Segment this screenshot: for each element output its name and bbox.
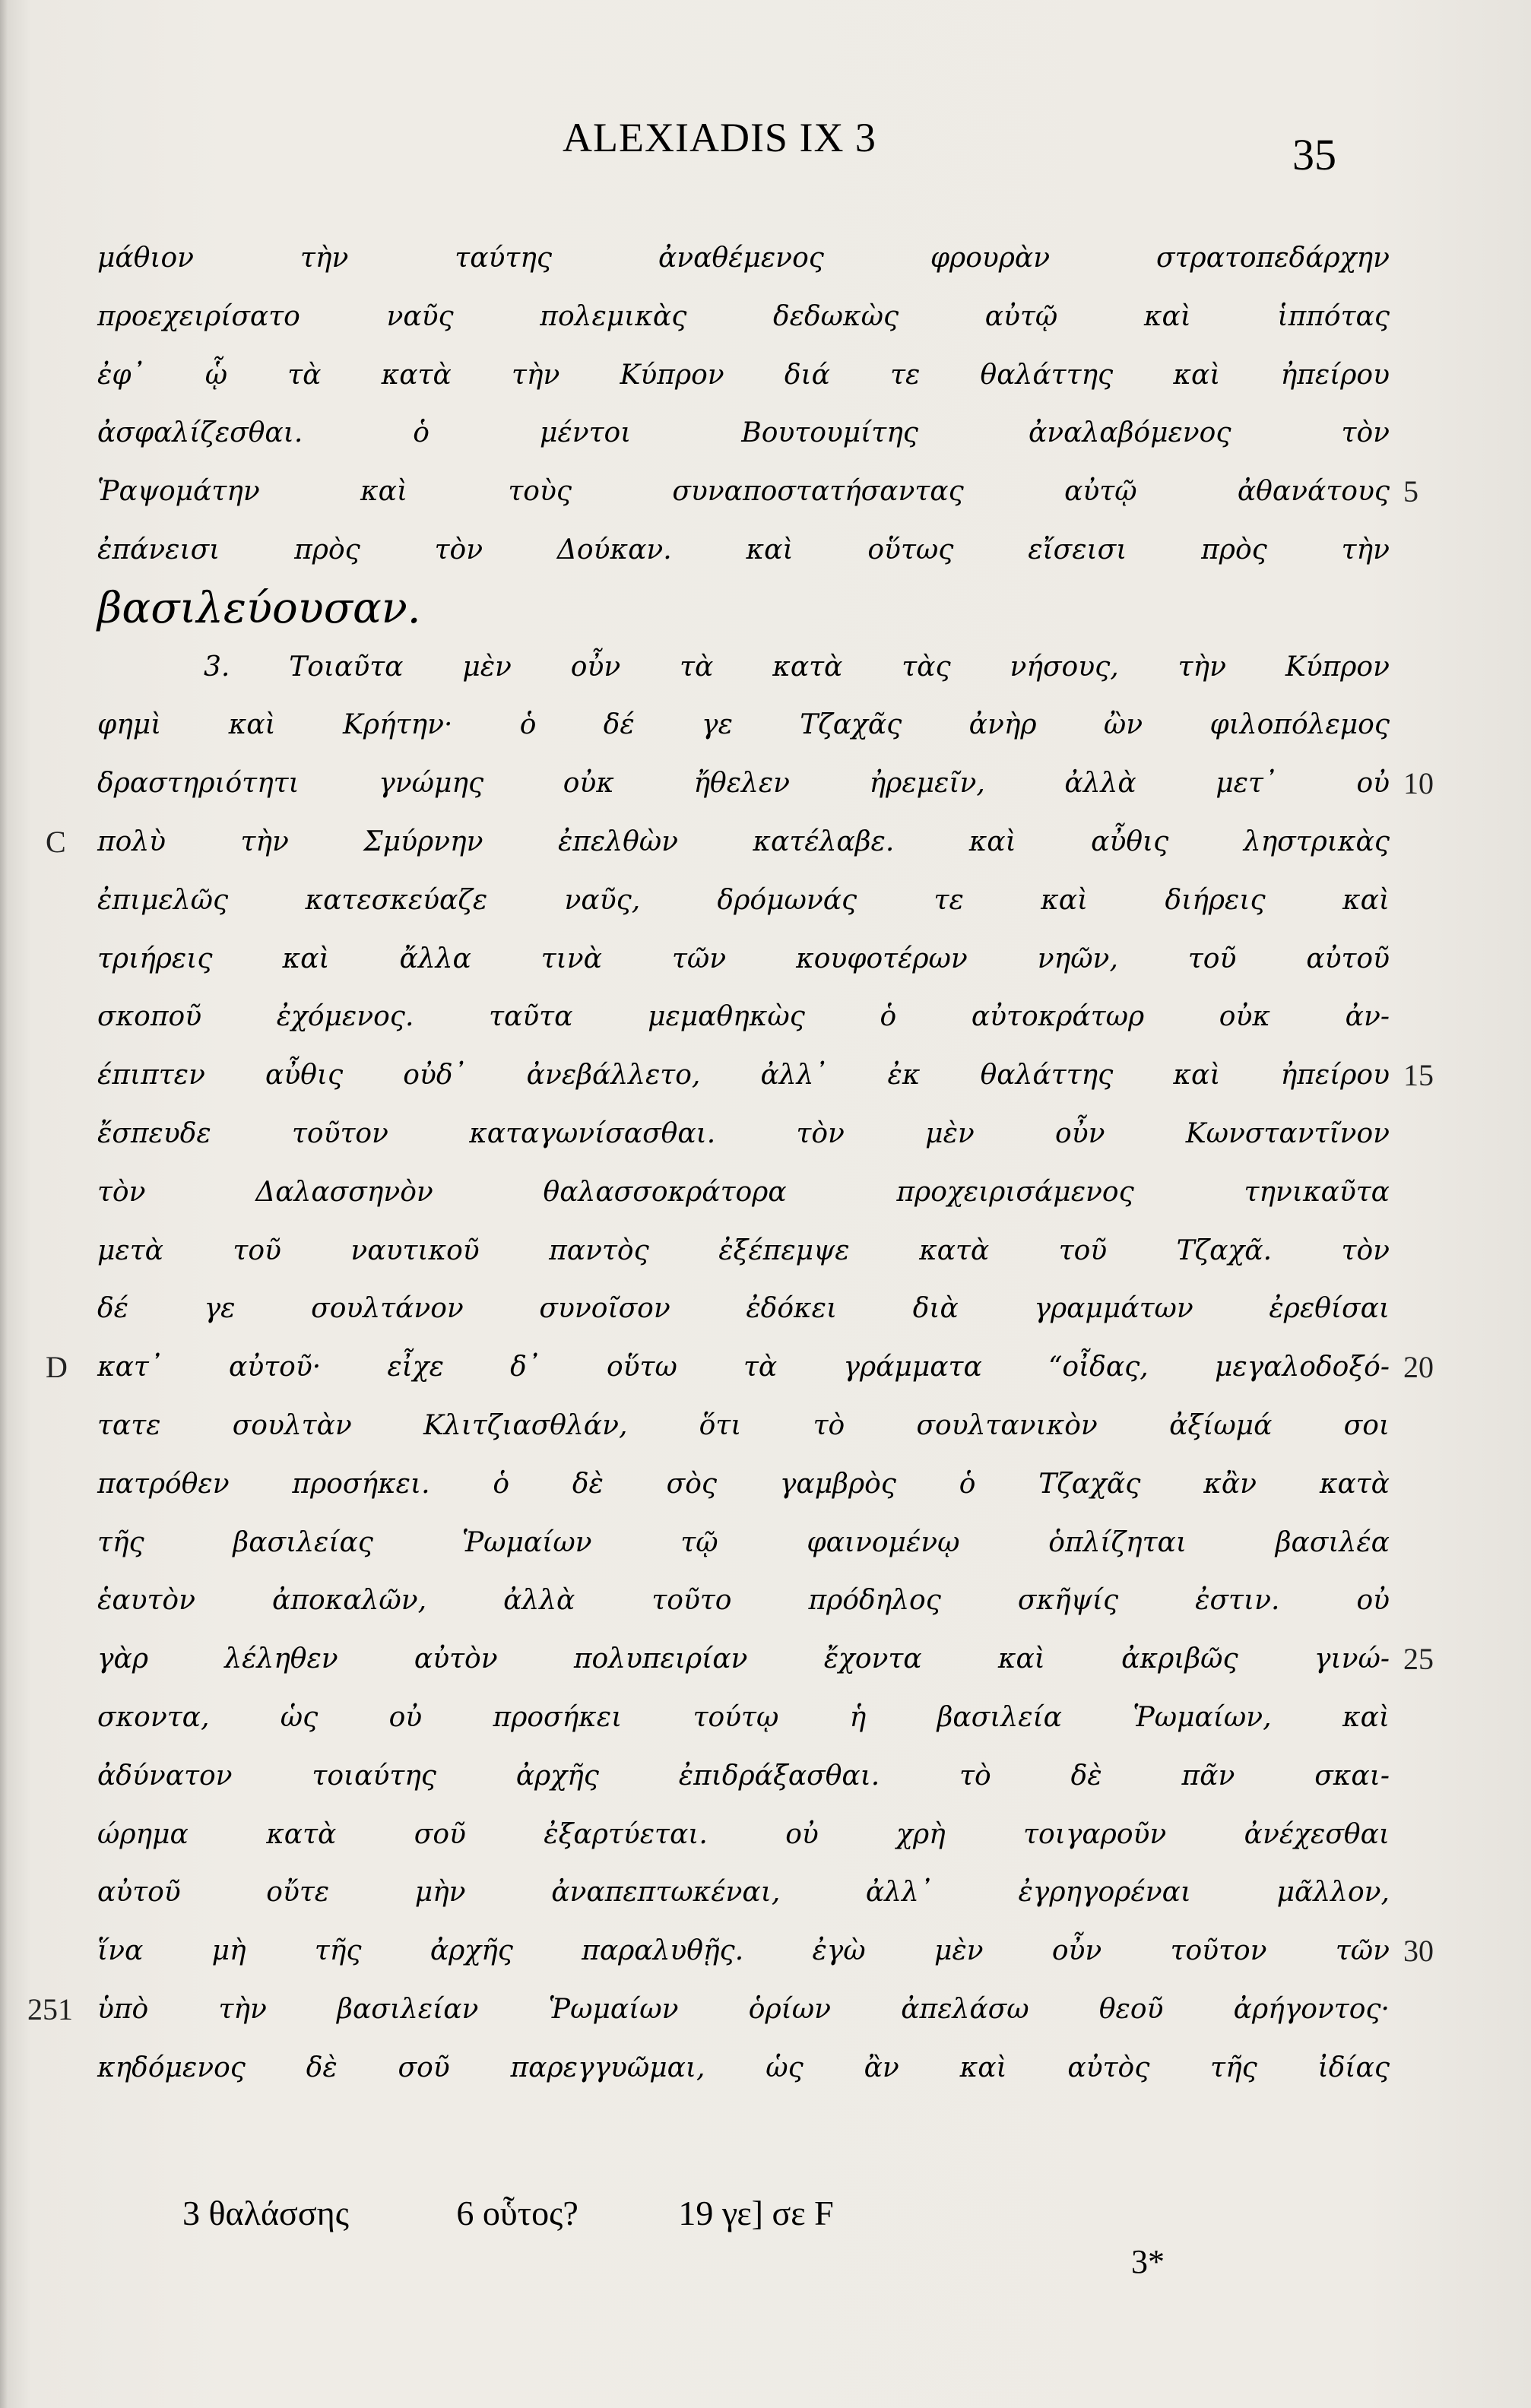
text-line: τριήρεις καὶ ἄλλα τινὰ τῶν κουφοτέρων νηῶν, τοῦ αὐτοῦ (97, 943, 1390, 974)
text-line: τὸν Δαλασσηνὸν θαλασσοκράτορα προχειρισάμενος τηνικαῦτα (97, 1176, 1390, 1208)
text-line: μετὰ τοῦ ναυτικοῦ παντὸς ἐξέπεμψε κατὰ τοῦ Τζαχᾶ. τὸν (97, 1234, 1390, 1266)
footnote: 3 θαλάσσης (182, 2194, 349, 2232)
text-line: 3. Τοιαῦτα μὲν οὖν τὰ κατὰ τὰς νήσους, τὴν Κύπρον (204, 651, 1390, 683)
text-line: ἑαυτὸν ἀποκαλῶν, ἀλλὰ τοῦτο πρόδηλος σκῆψίς ἐστιν. οὐ (97, 1585, 1390, 1617)
running-head: ALEXIADIS IX 3 (563, 115, 876, 160)
text-line: έπιπτεν αὖθις οὐδ᾿ ἀνεβάλλετο, ἀλλ᾿ ἐκ θαλάττης καὶ ἠπείρου 15 (97, 1047, 1390, 1105)
text-line: σκοντα, ὡς οὐ προσήκει τούτῳ ἡ βασιλεία Ῥωμαίων, καὶ (97, 1701, 1390, 1733)
text-line: ἀδύνατον τοιαύτης ἀρχῆς ἐπιδράξασθαι. τὸ δὲ πᾶν σκαι- (97, 1760, 1390, 1792)
text-line: μάθιον τὴν ταύτης ἀναθέμενος φρουρὰν στρατοπεδάρχην (97, 242, 1390, 274)
text-line: C πολὺ τὴν Σμύρνην ἐπελθὼν κατέλαβε. καὶ αὖθις ληστρικὰς (97, 813, 1390, 872)
text-line: κηδόμενος δὲ σοῦ παρεγγυῶμαι, ὡς ἂν καὶ αὐτὸς τῆς ἰδίας (97, 2052, 1390, 2083)
text-line: ἵνα μὴ τῆς ἀρχῆς παραλυθῇς. ἐγὼ μὲν οὖν τοῦτον τῶν 30 (97, 1922, 1390, 1981)
line-number: 15 (1403, 1058, 1434, 1093)
text-line: Ῥαψομάτην καὶ τοὺς συναποστατήσαντας αὐτῷ ἀθανάτους 5 (97, 463, 1390, 521)
margin-marker-c: C (46, 824, 66, 859)
footnote: 19 γε] σε F (678, 2194, 834, 2232)
text-line: ἐφ᾿ ᾧ τὰ κατὰ τὴν Κύπρον διά τε θαλάττης καὶ ἠπείρου (97, 359, 1390, 391)
text-line: ἔσπευδε τοῦτον καταγωνίσασθαι. τὸν μὲν οὖν Κωνσταντῖνον (97, 1117, 1390, 1149)
line-number: 25 (1403, 1642, 1434, 1677)
text-line: προεχειρίσατο ναῦς πολεμικὰς δεδωκὼς αὐτῷ καὶ ἱππότας (97, 300, 1390, 332)
line-number: 10 (1403, 766, 1434, 801)
text-line: ἀσφαλίζεσθαι. ὁ μέντοι Βουτουμίτης ἀναλαβόμενος τὸν (97, 417, 1390, 449)
text-line: ἐπάνεισι πρὸς τὸν Δούκαν. καὶ οὕτως εἴσεισι πρὸς τὴν (97, 534, 1390, 566)
footnote: 6 οὗτος? (456, 2194, 578, 2232)
line-number: 5 (1403, 474, 1418, 509)
text-line: πατρόθεν προσήκει. ὁ δὲ σὸς γαμβρὸς ὁ Τζαχᾶς κἂν κατὰ (97, 1468, 1390, 1500)
text-line: D κατ᾿ αὐτοῦ· εἶχε δ᾿ οὕτω τὰ γράμματα “οἶδας, μεγαλοδοξό- 20 (97, 1339, 1390, 1397)
text-line: βασιλεύουσαν. (97, 583, 421, 633)
margin-marker-page: 251 (27, 1991, 73, 2026)
text-line: ώρημα κατὰ σοῦ ἐξαρτύεται. οὐ χρὴ τοιγαροῦν ἀνέχεσθαι (97, 1818, 1390, 1850)
text-line: φημὶ καὶ Κρήτην· ὁ δέ γε Τζαχᾶς ἀνὴρ ὢν φιλοπόλεμος (97, 709, 1390, 741)
text-line: αὐτοῦ οὔτε μὴν ἀναπεπτωκέναι, ἀλλ᾿ ἐγρηγορέναι μᾶλλον, (97, 1877, 1390, 1909)
line-number: 30 (1403, 1934, 1434, 1969)
text-line: σκοποῦ ἐχόμενος. ταῦτα μεμαθηκὼς ὁ αὐτοκράτωρ οὐκ ἀν- (97, 1001, 1390, 1033)
critical-apparatus (182, 2193, 834, 2233)
text-line: γὰρ λέληθεν αὐτὸν πολυπειρίαν ἔχοντα καὶ ἀκριβῶς γινώ- 25 (97, 1630, 1390, 1689)
text-line: δέ γε σουλτάνον συνοῖσον ἐδόκει διὰ γραμμάτων ἐρεθίσαι (97, 1293, 1390, 1325)
signature-mark: 3* (1131, 2243, 1165, 2280)
text-line: τῆς βασιλείας Ῥωμαίων τῷ φαινομένῳ ὁπλίζηται βασιλέα (97, 1526, 1390, 1558)
page-number: 35 (1292, 130, 1336, 179)
page-header (0, 114, 1531, 179)
margin-marker-d: D (46, 1350, 68, 1385)
greek-text-block (27, 230, 1434, 2098)
text-line: τατε σουλτὰν Κλιτζιασθλάν, ὅτι τὸ σουλτανικὸν ἀξίωμά σοι (97, 1409, 1390, 1441)
text-line: ἐπιμελῶς κατεσκεύαζε ναῦς, δρόμωνάς τε καὶ διήρεις καὶ (97, 884, 1390, 916)
line-number: 20 (1403, 1350, 1434, 1385)
text-line: 251 ὑπὸ τὴν βασιλείαν Ῥωμαίων ὁρίων ἀπελάσω θεοῦ ἀρήγοντος· (97, 1981, 1390, 2039)
text-line: δραστηριότητι γνώμης οὐκ ἤθελεν ἠρεμεῖν, ἀλλὰ μετ᾿ οὐ 10 (97, 755, 1390, 813)
